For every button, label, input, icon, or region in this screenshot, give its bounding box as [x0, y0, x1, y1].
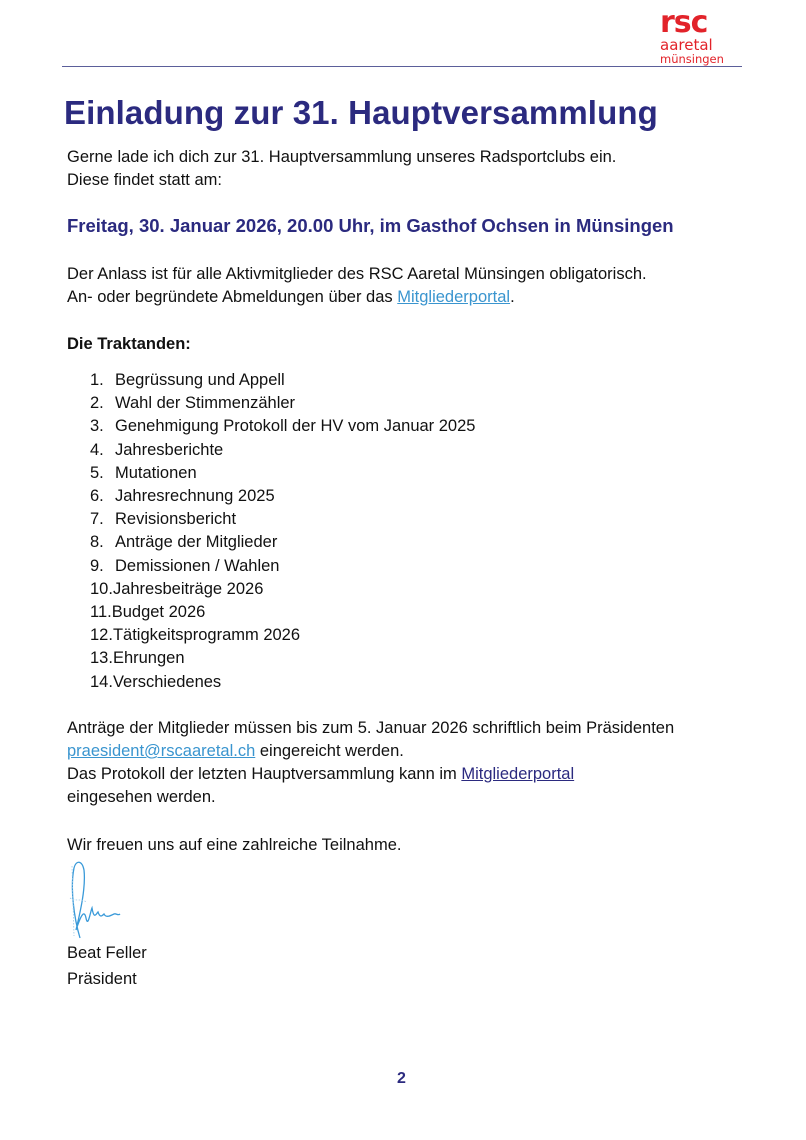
agenda-item-number: 11.: [90, 603, 112, 622]
agenda-item-number: 14.: [90, 672, 113, 691]
agenda-item-number: 3.: [90, 417, 104, 436]
agenda-item: [90, 531, 475, 554]
agenda-item: [90, 508, 475, 531]
agenda-item-number: 13.: [90, 649, 113, 668]
club-logo: [660, 10, 744, 66]
agenda-item-label: Demissionen / Wahlen: [115, 556, 280, 575]
agenda-item-number: 5.: [90, 463, 104, 482]
agenda-item: [90, 647, 475, 670]
agenda-item-number: 8.: [90, 533, 104, 552]
motions-line-2-suffix: eingereicht werden.: [255, 742, 404, 760]
page-number: 2: [397, 1070, 406, 1087]
event-date-location: Freitag, 30. Januar 2026, 20.00 Uhr, im Gasthof Ochsen in Münsingen: [67, 215, 674, 236]
agenda-item-number: 9.: [90, 556, 104, 575]
agenda-item: [90, 624, 475, 647]
agenda-item: [90, 462, 475, 485]
agenda-item-label: Ehrungen: [112, 649, 185, 668]
agenda-item-number: 4.: [90, 440, 104, 459]
motions-line-1: Anträge der Mitglieder müssen bis zum 5. Januar 2026 schriftlich beim Präsidenten: [67, 719, 675, 737]
closing-text: Wir freuen uns auf eine zahlreiche Teilnahme.: [67, 836, 402, 854]
obligation-line-2: [67, 286, 515, 309]
agenda-item-label: Jahresrechnung 2025: [115, 487, 275, 506]
president-email-link[interactable]: praesident@rscaaretal.ch: [67, 742, 256, 760]
agenda-item: [90, 485, 475, 508]
motions-line-4: eingesehen werden.: [67, 788, 216, 806]
agenda-item: [90, 369, 475, 392]
signer-role: Präsident: [67, 970, 137, 988]
agenda-heading: Die Traktanden:: [67, 335, 191, 353]
agenda-list: [90, 369, 475, 694]
logo-muensingen: münsingen: [660, 52, 724, 66]
agenda-item-label: Revisionsbericht: [115, 510, 237, 529]
agenda-item-label: Jahresbeiträge 2026: [112, 579, 264, 598]
agenda-item: [90, 392, 475, 415]
agenda-item: [90, 439, 475, 462]
agenda-item-number: 7.: [90, 510, 104, 529]
agenda-item-number: 2.: [90, 394, 104, 413]
logo-aaretal: aaretal: [660, 36, 713, 54]
agenda-item-label: Anträge der Mitglieder: [115, 533, 278, 552]
agenda-item-number: 10.: [90, 579, 113, 598]
header-divider: [62, 66, 742, 67]
agenda-item-number: 6.: [90, 487, 104, 506]
motions-line-3-prefix: Das Protokoll der letzten Hauptversammlung kann im: [67, 765, 462, 783]
agenda-item: [90, 601, 475, 624]
agenda-item-label: Budget 2026: [111, 603, 206, 622]
obligation-suffix: .: [510, 288, 515, 306]
agenda-item-label: Begrüssung und Appell: [115, 371, 285, 389]
mitgliederportal-link-protocol[interactable]: Mitgliederportal: [461, 765, 575, 783]
signer-name: Beat Feller: [67, 944, 147, 962]
agenda-item: [90, 671, 475, 694]
motions-line-2: [67, 740, 404, 763]
signature-image: [66, 858, 126, 940]
agenda-item-label: Jahresberichte: [115, 440, 224, 459]
agenda-item-label: Tätigkeitsprogramm 2026: [112, 626, 301, 645]
agenda-item-label: Wahl der Stimmenzähler: [115, 394, 296, 413]
agenda-item-label: Mutationen: [115, 463, 197, 482]
motions-line-3: [67, 763, 574, 786]
obligation-prefix: An- oder begründete Abmeldungen über das: [67, 288, 398, 306]
mitgliederportal-link[interactable]: Mitgliederportal: [397, 288, 511, 306]
page-title: Einladung zur 31. Hauptversammlung: [64, 94, 658, 131]
agenda-item: [90, 578, 475, 601]
agenda-item-label: Verschiedenes: [112, 672, 222, 691]
intro-line-2: Diese findet statt am:: [67, 171, 222, 189]
agenda-item: [90, 415, 475, 438]
agenda-item-number: 1.: [90, 371, 104, 389]
agenda-item: [90, 555, 475, 578]
agenda-item-number: 12.: [90, 626, 113, 645]
logo-rsc: rsc: [660, 10, 708, 36]
agenda-item-label: Genehmigung Protokoll der HV vom Januar 2025: [115, 417, 476, 436]
obligation-line-1: Der Anlass ist für alle Aktivmitglieder des RSC Aaretal Münsingen obligatorisch.: [67, 265, 647, 283]
intro-line-1: Gerne lade ich dich zur 31. Hauptversammlung unseres Radsportclubs ein.: [67, 148, 617, 166]
